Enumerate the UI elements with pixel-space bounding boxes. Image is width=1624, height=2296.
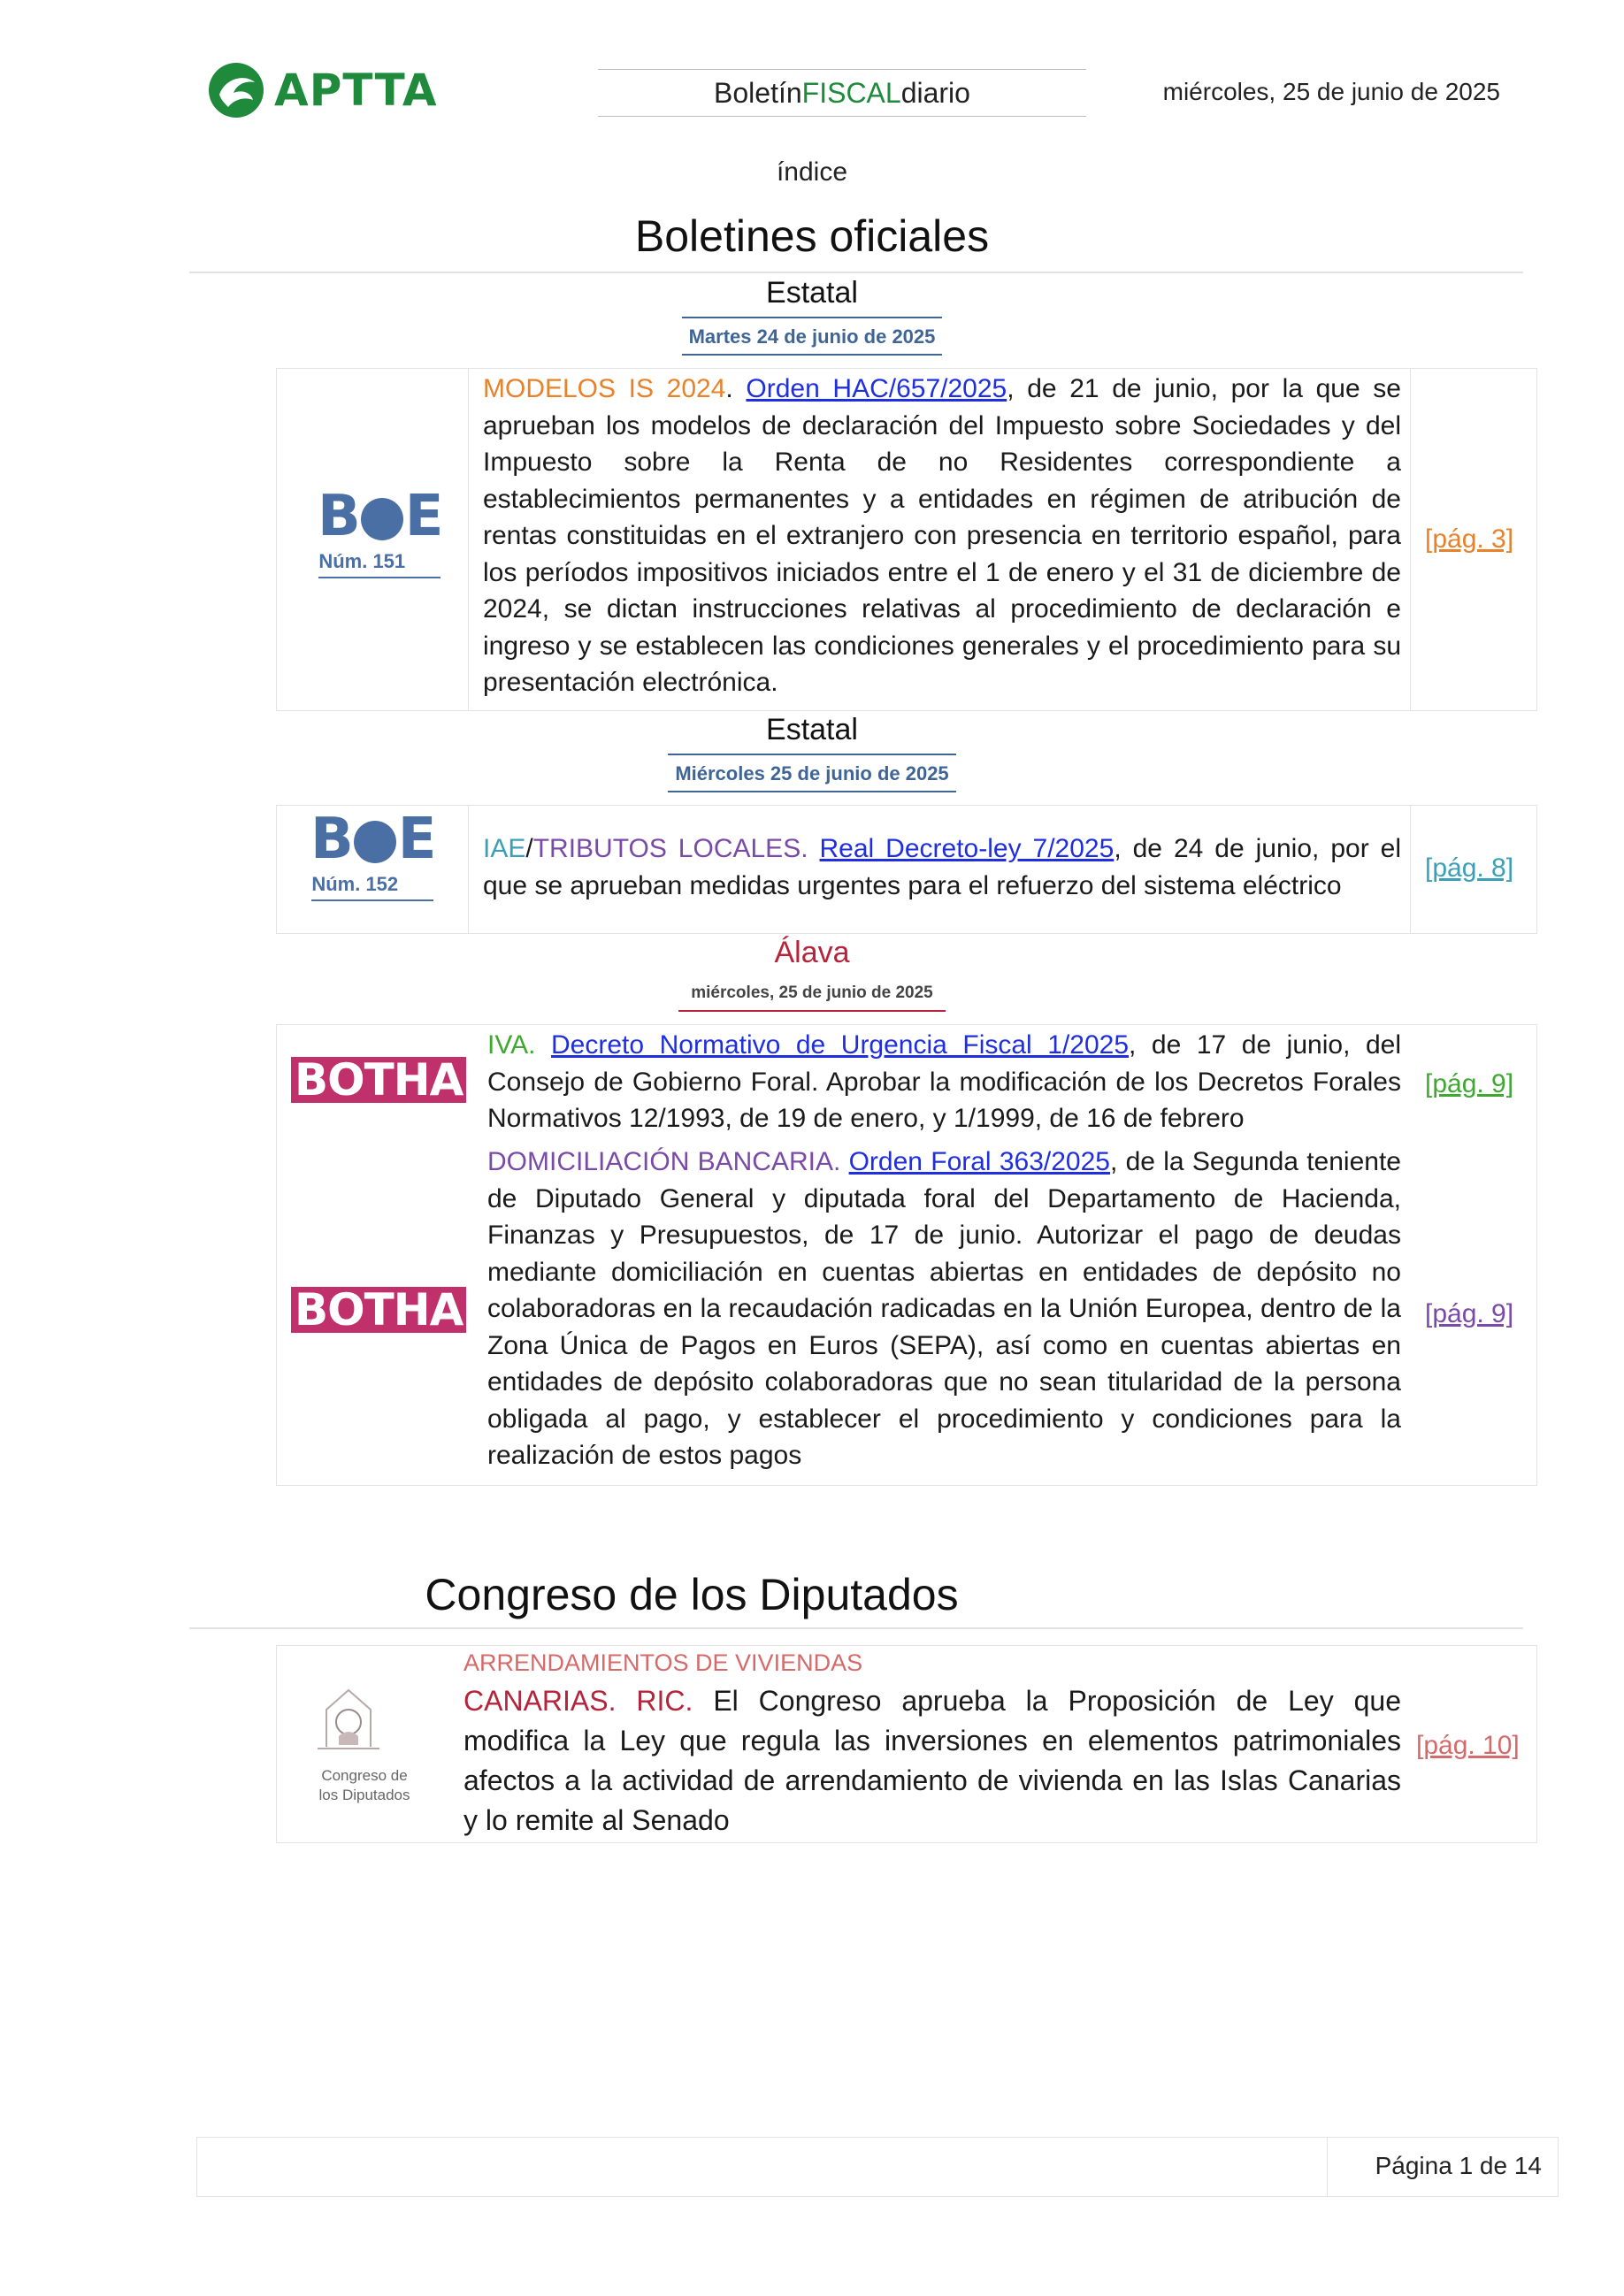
entry-description: , de 24 de junio, por el que se aprueban medidas urgentes para el refuerzo del sistema eléctrico [483,834,1402,900]
boe-logo [318,484,442,578]
boe-number: Núm. 152 [311,873,433,901]
entry-text [487,1144,1401,1474]
logo-cell [277,806,469,933]
date-label-wrap [0,754,1624,792]
bulletin-title [598,69,1086,117]
brand-name: APTTA [274,65,438,116]
logo-cell [277,369,469,710]
boe-logo [310,807,435,901]
table-row [276,1024,1537,1486]
date-label-wrap [0,317,1624,356]
page-link[interactable]: [pág. 8] [1425,853,1514,883]
entry-text [483,371,1401,701]
entry-topic: CANARIAS. RIC. [463,1685,693,1717]
header-date: miércoles, 25 de junio de 2025 [1162,78,1500,105]
botha-logo: BOTHA [291,1287,466,1333]
date-label: Martes 24 de junio de 2025 [682,317,943,356]
section-title-boletines: Boletines oficiales [634,211,990,261]
entry-slash: / [525,834,533,863]
entry-topic: DOMICILIACIÓN BANCARIA. [487,1147,849,1176]
page-cell [1411,1646,1536,1842]
aptta-emblem-icon [205,59,267,121]
entry-link[interactable]: Orden HAC/657/2025 [746,374,1007,403]
botha-logo: BOTHA [291,1057,466,1103]
boe-number: Núm. 151 [318,550,440,578]
congreso-logo-line2: los Diputados [318,1787,410,1803]
page-link[interactable]: [pág. 9] [1425,1069,1514,1098]
page-link[interactable]: [pág. 9] [1425,1299,1514,1328]
date-label-wrap [0,980,1624,1012]
date-label: miércoles, 25 de junio de 2025 [678,980,946,1012]
boe-mark-icon: B E [318,484,442,549]
table-row [276,805,1537,934]
entry-topic-tributos: TRIBUTOS LOCALES. [532,834,820,863]
entry-description: El Congreso aprueba la Proposición de Ley que modifica la Ley que regula las inversiones en elementos patrimoniales afectos a la actividad de arrendamiento de vivienda en las Islas Canarias y lo remite al Senado [463,1685,1402,1836]
aptta-logo [205,58,462,122]
page-link[interactable]: [pág. 10] [1416,1731,1520,1760]
entry-link[interactable]: Decreto Normativo de Urgencia Fiscal 1/2025 [551,1030,1130,1060]
section-divider [189,1627,1523,1629]
footer-divider [1327,2138,1328,2196]
entry-category: ARRENDAMIENTOS DE VIVIENDAS [463,1649,863,1676]
boe-mark-icon: B E [310,807,435,872]
page-number: Página 1 de 14 [1375,2152,1542,2179]
congreso-emblem-icon [309,1683,388,1754]
bulletin-prefix: Boletín [714,76,802,109]
entry-text [483,830,1401,904]
region-title: Álava [774,936,850,969]
congreso-logo-text [289,1766,440,1805]
logo-cell [277,1646,450,1842]
bulletin-suffix: diario [900,76,970,109]
congreso-logo-line1: Congreso de [321,1767,408,1784]
footer [196,2137,1559,2197]
entry-description: , de 21 de junio, por la que se aprueban los modelos de declaración del Impuesto sobre Sociedades y del Impuesto sobre la Renta de no Residentes correspondiente a establecimientos permanentes y a entidades en régimen de atribución de rentas constituidas en el extranjero con presencia en territorio español, para los períodos impositivos iniciados entre el 1 de enero y el 31 de diciembre de 2024, se dictan instrucciones relativas al procedimiento de declaración e ingreso y se establecen las condiciones generales y el procedimiento para su presentación electrónica. [483,374,1401,697]
page-cell [1411,1025,1536,1485]
section-title-congreso: Congreso de los Diputados [425,1570,959,1619]
bulletin-fiscal: FISCAL [801,76,901,109]
table-row [276,368,1537,711]
entry-description: , de 17 de junio, del Consejo de Gobierno Foral. Aprobar la modificación de los Decretos Forales Normativos 12/1993, de 19 de enero, y 1/1999, de 16 de febrero [487,1030,1401,1133]
page-cell [1410,806,1536,933]
entry-topic: IVA. [487,1030,552,1060]
index-label: índice [776,157,848,187]
entry-link[interactable]: Orden Foral 363/2025 [848,1147,1110,1176]
page-link[interactable]: [pág. 3] [1425,524,1514,554]
entry-text [463,1681,1401,1841]
entry-topic: MODELOS IS 2024 [483,374,726,403]
entry-text [487,1027,1401,1137]
entry-sep: . [725,374,747,403]
entry-topic-iae: IAE [483,834,526,863]
region-title: Estatal [766,713,858,746]
page-cell [1410,369,1536,710]
entry-description: , de la Segunda teniente de Diputado General y diputada foral del Departamento de Hacienda, Finanzas y Presupuestos, de 17 de junio. Autorizar el pago de deudas mediante domiciliación en cuentas abiertas en entidades de depósito no colaboradoras en la recaudación radicadas en la Unión Europea, dentro de la Zona Única de Pagos en Euros (SEPA), así como en cuentas abiertas en entidades de depósito colaboradoras que no sean titularidad de la persona obligada al pago, y establecer el procedimiento y condiciones para la realización de estos pagos [487,1147,1401,1470]
logo-cell [277,1025,468,1485]
date-label: Miércoles 25 de junio de 2025 [668,754,955,792]
section-divider [189,272,1523,273]
table-row [276,1645,1537,1843]
entry-link[interactable]: Real Decreto-ley 7/2025 [819,834,1115,863]
region-title: Estatal [766,276,858,310]
